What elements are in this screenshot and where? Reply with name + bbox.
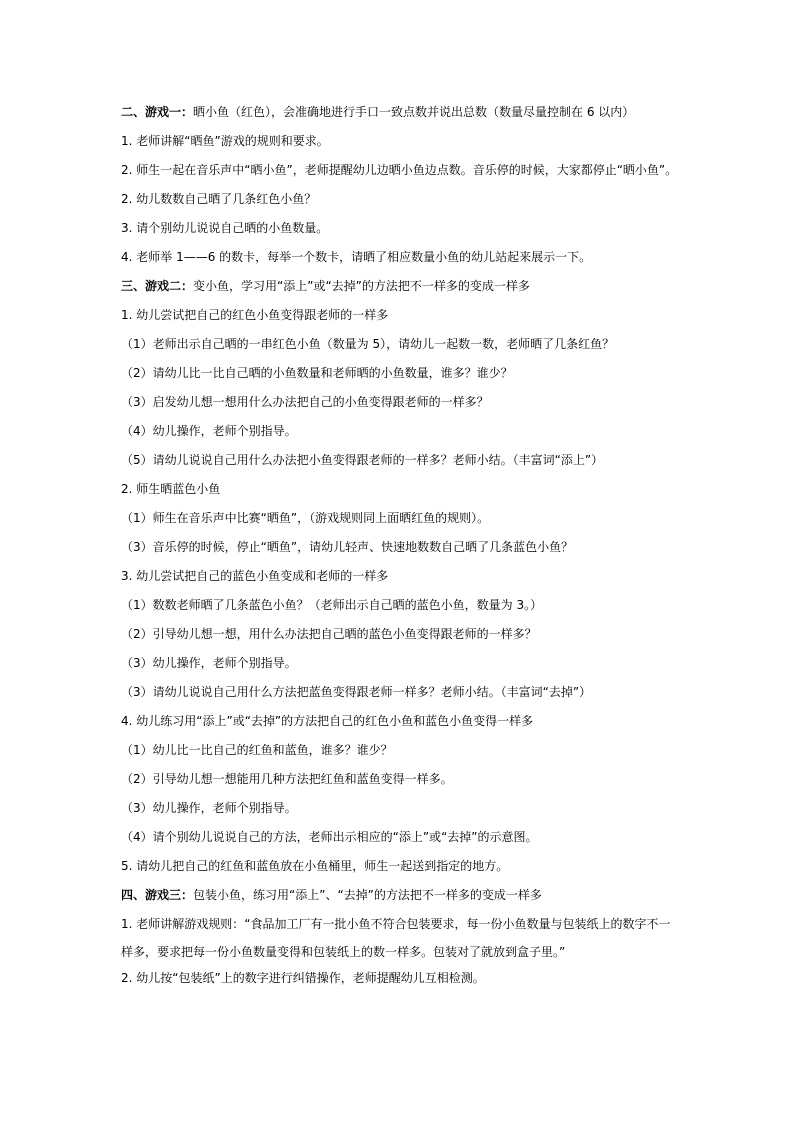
paragraph-line: （3）幼儿操作，老师个别指导。: [121, 656, 297, 670]
heading-text: 包装小鱼，练习用“添上”、“去掉”的方法把不一样多的变成一样多: [193, 888, 542, 902]
paragraph-line: （1）数数老师晒了几条蓝色小鱼？（老师出示自己晒的蓝色小鱼，数量为 3。）: [121, 598, 543, 612]
paragraph-line: 2. 师生一起在音乐声中“晒小鱼”，老师提醒幼儿边晒小鱼边点数。音乐停的时候，大家都停止“晒小鱼”。: [121, 163, 678, 177]
paragraph-line: 1. 幼儿尝试把自己的红色小鱼变得跟老师的一样多: [121, 308, 389, 322]
paragraph-line: （3）请幼儿说说自己用什么方法把蓝鱼变得跟老师一样多？老师小结。（丰富词“去掉”）: [121, 685, 592, 699]
paragraph-line: （4）请个别幼儿说说自己的方法，老师出示相应的“添上”或“去掉”的示意图。: [121, 830, 538, 844]
paragraph-line: 5. 请幼儿把自己的红鱼和蓝鱼放在小鱼桶里，师生一起送到指定的地方。: [121, 859, 509, 873]
paragraph-line: （3）幼儿操作，老师个别指导。: [121, 801, 297, 815]
paragraph-line: 1. 老师讲解“晒鱼”游戏的规则和要求。: [121, 134, 329, 148]
paragraph-line: （1）幼儿比一比自己的红鱼和蓝鱼，谁多？谁少？: [121, 743, 393, 757]
paragraph-line: 2. 幼儿按“包装纸”上的数字进行纠错操作，老师提醒幼儿互相检测。: [121, 971, 485, 985]
paragraph-line: （2）引导幼儿想一想，用什么办法把自己晒的蓝色小鱼变得跟老师的一样多？: [121, 627, 537, 641]
paragraph-line: 2. 幼儿数数自己晒了几条红色小鱼？: [121, 192, 317, 206]
paragraph-line: 2. 师生晒蓝色小鱼: [121, 482, 221, 496]
paragraph-line: （3）音乐停的时候，停止“晒鱼”，请幼儿轻声、快速地数数自己晒了几条蓝色小鱼？: [121, 540, 574, 554]
paragraph-line: （5）请幼儿说说自己用什么办法把小鱼变得跟老师的一样多？老师小结。（丰富词“添上”）: [121, 453, 604, 467]
heading-lead: 四、游戏三：: [121, 888, 194, 902]
paragraph-line: （1）老师出示自己晒的一串红色小鱼（数量为 5），请幼儿一起数一数，老师晒了几条红鱼？: [121, 337, 615, 351]
paragraph-line: 4. 幼儿练习用“添上”或“去掉”的方法把自己的红色小鱼和蓝色小鱼变得一样多: [121, 714, 534, 728]
paragraph-line: 3. 请个别幼儿说说自己晒的小鱼数量。: [121, 221, 329, 235]
heading-lead: 三、游戏二：: [121, 279, 194, 293]
section-heading-2: [121, 101, 681, 130]
paragraph-line: 4. 老师举 1——6 的数卡，每举一个数卡，请晒了相应数量小鱼的幼儿站起来展示一下。: [121, 250, 592, 264]
document-page: [121, 101, 681, 996]
paragraph-line: 1. 老师讲解游戏规则：“食品加工厂有一批小鱼不符合包装要求，每一份小鱼数量与包装纸上的数字不一样多，要求把每一份小鱼数量变得和包装纸上的数一样多。包装对了就放到盒子里。”: [121, 917, 671, 959]
section-heading-4: [121, 884, 681, 913]
paragraph-line: （3）启发幼儿想一想用什么办法把自己的小鱼变得跟老师的一样多？: [121, 395, 489, 409]
paragraph-line: （1）师生在音乐声中比赛“晒鱼”，（游戏规则同上面晒红鱼的规则）。: [121, 511, 490, 525]
paragraph-line: 3. 幼儿尝试把自己的蓝色小鱼变成和老师的一样多: [121, 569, 389, 583]
paragraph-line: （2）请幼儿比一比自己晒的小鱼数量和老师晒的小鱼数量，谁多？谁少？: [121, 366, 513, 380]
heading-lead: 二、游戏一：: [121, 105, 194, 119]
section-heading-3: [121, 275, 681, 304]
paragraph-line: （4）幼儿操作，老师个别指导。: [121, 424, 297, 438]
heading-text: 晒小鱼（红色），会准确地进行手口一致点数并说出总数（数量尽量控制在 6 以内）: [193, 105, 635, 119]
heading-text: 变小鱼，学习用“添上”或“去掉”的方法把不一样多的变成一样多: [193, 279, 530, 293]
paragraph-line: （2）引导幼儿想一想能用几种方法把红鱼和蓝鱼变得一样多。: [121, 772, 453, 786]
